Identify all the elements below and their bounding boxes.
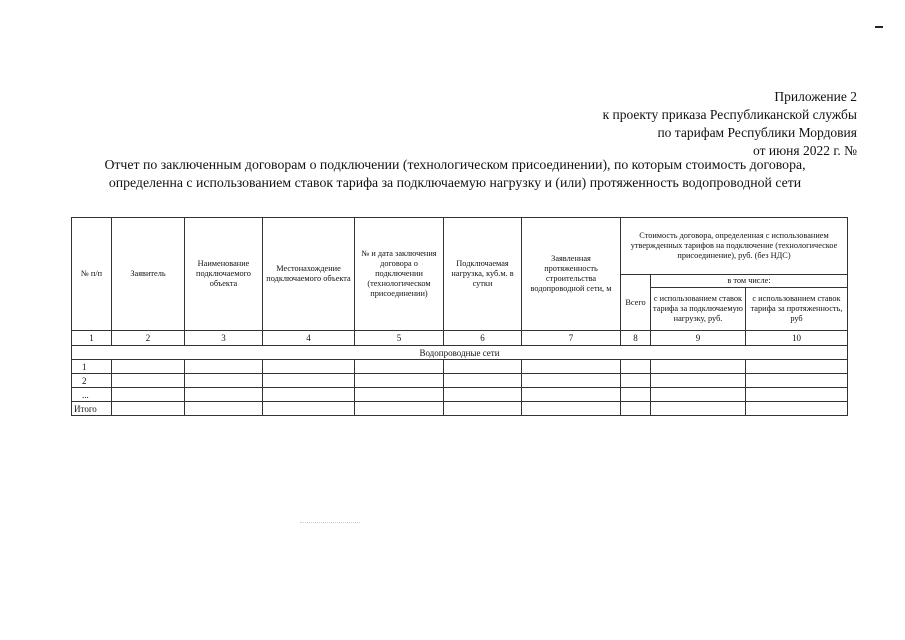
column-number: 2 <box>112 331 185 346</box>
table-cell <box>651 360 746 374</box>
column-number-row <box>72 331 848 346</box>
appendix-line: от июня 2022 г. № <box>753 143 857 158</box>
header-by-load: с использованием ставок тарифа за подключаемую нагрузку, руб. <box>651 288 746 331</box>
table-cell <box>621 402 651 416</box>
appendix-block <box>437 88 857 160</box>
table-cell <box>522 388 621 402</box>
table-cell <box>444 374 522 388</box>
table-cell <box>621 374 651 388</box>
column-number: 10 <box>746 331 848 346</box>
column-number: 5 <box>355 331 444 346</box>
table-cell <box>355 360 444 374</box>
table-cell <box>746 388 848 402</box>
table-cell <box>185 360 263 374</box>
row-number: ... <box>72 388 112 402</box>
header-by-length: с использованием ставок тарифа за протяженность, руб <box>746 288 848 331</box>
row-number: 1 <box>72 360 112 374</box>
table-cell <box>185 374 263 388</box>
table-cell <box>444 360 522 374</box>
table-row <box>72 374 848 388</box>
table-cell <box>522 402 621 416</box>
table-cell <box>522 360 621 374</box>
header-num: № п/п <box>72 218 112 331</box>
column-number: 9 <box>651 331 746 346</box>
header-cost-group: Стоимость договора, определенная с использованием утвержденных тарифов на подключение (технологическое присоединение), руб. (без НДС) <box>621 218 848 275</box>
table-cell <box>263 374 355 388</box>
report-table <box>71 217 848 416</box>
column-number: 6 <box>444 331 522 346</box>
column-number: 3 <box>185 331 263 346</box>
table-cell <box>651 374 746 388</box>
column-number: 1 <box>72 331 112 346</box>
table-cell <box>355 402 444 416</box>
appendix-line: к проекту приказа Республиканской службы <box>602 107 857 122</box>
header-contract: № и дата заключения договора о подключении (технологическом присоединении) <box>355 218 444 331</box>
table-cell <box>651 402 746 416</box>
title-line: Отчет по заключенным договорам о подключении (технологическом присоединении), по которым стоимость договора, <box>104 157 806 172</box>
table-cell <box>522 374 621 388</box>
scan-artifact <box>300 522 360 537</box>
header-applicant: Заявитель <box>112 218 185 331</box>
row-total-label: Итого <box>72 402 112 416</box>
table-cell <box>185 402 263 416</box>
table-cell <box>263 402 355 416</box>
table-cell <box>444 388 522 402</box>
table-cell <box>746 374 848 388</box>
table-cell <box>112 402 185 416</box>
appendix-line: Приложение 2 <box>774 89 857 104</box>
table-cell <box>112 360 185 374</box>
row-number: 2 <box>72 374 112 388</box>
document-title <box>60 156 850 192</box>
header-including: в том числе: <box>651 275 848 288</box>
table-cell <box>185 388 263 402</box>
header-length: Заявленная протяженность строительства водопроводной сети, м <box>522 218 621 331</box>
header-load: Подключаемая нагрузка, куб.м. в сутки <box>444 218 522 331</box>
table-cell <box>621 388 651 402</box>
table-cell <box>355 388 444 402</box>
header-object-location: Местонахождение подключаемого объекта <box>263 218 355 331</box>
table-cell <box>444 402 522 416</box>
header-object-name: Наименование подключаемого объекта <box>185 218 263 331</box>
table-cell <box>112 374 185 388</box>
header-total: Всего <box>621 275 651 331</box>
appendix-line: по тарифам Республики Мордовия <box>657 125 857 140</box>
table-cell <box>263 360 355 374</box>
table-row-total <box>72 402 848 416</box>
section-row <box>72 346 848 360</box>
table-row <box>72 388 848 402</box>
table-cell <box>621 360 651 374</box>
column-number: 8 <box>621 331 651 346</box>
section-title: Водопроводные сети <box>72 346 848 360</box>
table-cell <box>746 402 848 416</box>
table-row <box>72 360 848 374</box>
column-number: 4 <box>263 331 355 346</box>
table-cell <box>746 360 848 374</box>
scan-mark <box>875 26 883 28</box>
title-line: определенна с использованием ставок тарифа за подключаемую нагрузку и (или) протяженность водопроводной сети <box>108 175 802 190</box>
header-row <box>72 218 848 275</box>
table-cell <box>651 388 746 402</box>
table-cell <box>355 374 444 388</box>
table-cell <box>112 388 185 402</box>
table-cell <box>263 388 355 402</box>
column-number: 7 <box>522 331 621 346</box>
